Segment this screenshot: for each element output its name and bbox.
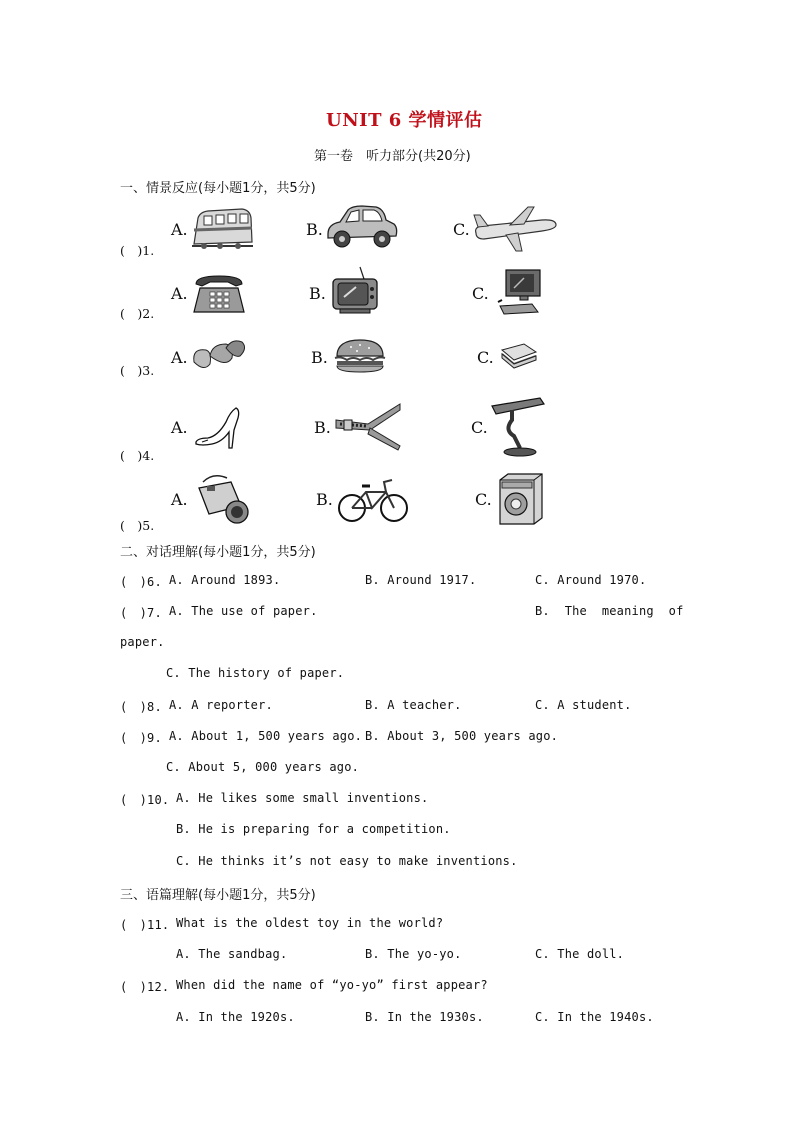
q2-option-b-label: B.: [309, 284, 326, 303]
bread-icon: [190, 336, 248, 374]
q10-option-a: A. He likes some small inventions.: [176, 791, 429, 805]
q7-option-c: C. The history of paper.: [166, 666, 345, 680]
desk-lamp-icon: [490, 396, 546, 458]
airplane-icon: [472, 205, 558, 253]
q12-option-b: B. In the 1930s.: [365, 1010, 484, 1024]
hamburger-icon: [333, 338, 387, 374]
q5-option-a-label: A.: [171, 490, 188, 509]
q3-option-c-label: C.: [477, 348, 494, 367]
question-4-number: ( )4.: [120, 448, 155, 463]
q6-option-a: A. Around 1893.: [169, 573, 281, 587]
q6-option-c: C. Around 1970.: [535, 573, 647, 587]
q7-option-a: A. The use of paper.: [169, 604, 318, 618]
q4-option-c-label: C.: [471, 418, 488, 437]
question-9-number: ( )9.: [120, 731, 162, 745]
page-title: UNIT 6 学情评估: [326, 110, 483, 131]
q9-option-c: C. About 5, 000 years ago.: [166, 760, 360, 774]
q5-option-b-label: B.: [316, 490, 333, 509]
section-subtitle: 第一卷 听力部分(共20分): [314, 149, 471, 164]
car-icon: [322, 204, 400, 250]
bicycle-icon: [336, 474, 410, 524]
q1-option-c-label: C.: [453, 220, 470, 239]
q2-option-c-label: C.: [472, 284, 489, 303]
q7-option-b-continued: paper.: [120, 635, 165, 649]
question-6-number: ( )6.: [120, 575, 162, 589]
q7-option-b: B. The meaning of: [535, 604, 684, 618]
q6-option-b: B. Around 1917.: [365, 573, 477, 587]
q1-option-b-label: B.: [306, 220, 323, 239]
q11-stem: What is the oldest toy in the world?: [176, 916, 444, 930]
zipper-icon: [334, 402, 402, 452]
q10-option-c: C. He thinks it’s not easy to make inventions.: [176, 854, 518, 868]
q12-stem: When did the name of “yo-yo” first appear?: [176, 978, 488, 992]
section1-heading: 一、情景反应(每小题1分，共5分): [120, 181, 316, 196]
section2-heading: 二、对话理解(每小题1分，共5分): [120, 545, 316, 560]
q10-option-b: B. He is preparing for a competition.: [176, 822, 451, 836]
q2-option-a-label: A.: [171, 284, 188, 303]
q8-option-c: C. A student.: [535, 698, 632, 712]
question-7-number: ( )7.: [120, 606, 162, 620]
q3-option-b-label: B.: [311, 348, 328, 367]
section3-heading: 三、语篇理解(每小题1分，共5分): [120, 888, 316, 903]
q9-option-a: A. About 1, 500 years ago.: [169, 729, 363, 743]
question-10-number: ( )10.: [120, 793, 170, 807]
high-heel-shoe-icon: [194, 402, 242, 450]
q11-option-b: B. The yo-yo.: [365, 947, 462, 961]
q12-option-c: C. In the 1940s.: [535, 1010, 654, 1024]
washing-machine-icon: [496, 472, 546, 526]
q8-option-b: B. A teacher.: [365, 698, 462, 712]
q9-option-b: B. About 3, 500 years ago.: [365, 729, 559, 743]
q4-option-a-label: A.: [171, 418, 188, 437]
question-5-number: ( )5.: [120, 518, 155, 533]
q3-option-a-label: A.: [171, 348, 188, 367]
q1-option-a-label: A.: [171, 220, 188, 239]
q11-option-a: A. The sandbag.: [176, 947, 288, 961]
question-2-number: ( )2.: [120, 306, 155, 321]
train-icon: [190, 206, 254, 252]
q5-option-c-label: C.: [475, 490, 492, 509]
telephone-icon: [192, 274, 246, 314]
q11-option-c: C. The doll.: [535, 947, 625, 961]
question-8-number: ( )8.: [120, 700, 162, 714]
computer-icon: [494, 268, 546, 316]
q12-option-a: A. In the 1920s.: [176, 1010, 295, 1024]
sandwich-icon: [498, 340, 540, 370]
question-1-number: ( )1.: [120, 243, 155, 258]
q8-option-a: A. A reporter.: [169, 698, 273, 712]
question-12-number: ( )12.: [120, 980, 170, 994]
question-11-number: ( )11.: [120, 918, 170, 932]
television-icon: [330, 265, 380, 315]
q4-option-b-label: B.: [314, 418, 331, 437]
question-3-number: ( )3.: [120, 363, 155, 378]
camera-icon: [193, 472, 251, 526]
